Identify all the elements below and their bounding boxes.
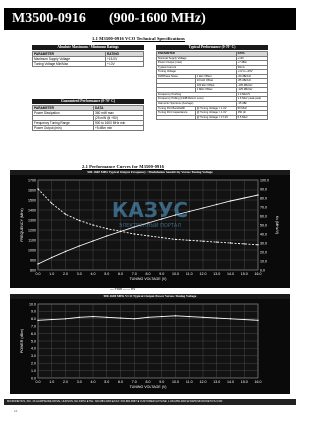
- cell: 1 MHz Offset: [195, 88, 236, 93]
- cell: Power Output (min): [33, 126, 94, 131]
- x-tick-label: 7.0: [131, 272, 137, 276]
- x-axis-label: TUNING VOLTAGE (V): [129, 277, 167, 281]
- data-point: [244, 197, 245, 198]
- table-row: [33, 62, 144, 67]
- data-point: [65, 214, 66, 215]
- data-point: [244, 243, 245, 244]
- y-tick-label: 7.0: [31, 324, 36, 329]
- cell: (25 mW @ +5V): [94, 116, 144, 121]
- x-tick-label: 2.0: [63, 272, 68, 276]
- data-point: [51, 319, 52, 320]
- y-tick-label: 1600: [28, 188, 36, 193]
- data-point: [257, 244, 258, 245]
- x-tick-label: 8.0: [145, 380, 151, 384]
- cell: 10 kHz Offset: [195, 79, 236, 84]
- x-tick-label: 14.0: [227, 380, 234, 384]
- cell: 100 kHz Offset: [195, 83, 236, 88]
- y2-tick-label: 30.0: [260, 241, 267, 246]
- x-tick-label: 10.0: [172, 380, 179, 384]
- gp-title: Guaranteed Performance (0-70° C): [32, 99, 144, 104]
- data-point: [120, 317, 121, 318]
- data-point: [202, 241, 203, 242]
- tp-title: Typical Performance (0-70° C): [156, 45, 268, 50]
- data-point: [79, 317, 80, 318]
- cell: +15.0V: [106, 57, 144, 62]
- data-point: [216, 204, 217, 205]
- footer-text: MICRONETICS, INC. 26 HAMPSHIRE DRIVE, HUDSON, NH 03051 ■ TEL: 603-883-2900 ■ FAX: 603-882-8987 ■ CUSTOMER HOTLINE: 1-603-883-2900 ■ WWW.MICRONETICS.COM: [7, 400, 223, 403]
- data-point: [230, 200, 231, 201]
- cell: Tuning Port Capacitance: [157, 111, 196, 116]
- data-point: [134, 233, 135, 234]
- x-tick-label: 4.0: [90, 272, 96, 276]
- cell: Typical Current: [157, 65, 237, 70]
- chart1-svg: [10, 175, 290, 288]
- y-tick-label: 10.0: [29, 302, 36, 307]
- cell: 360 mW max: [94, 111, 144, 116]
- y-tick-label: 8.0: [31, 317, 36, 322]
- data-point: [189, 240, 190, 241]
- y-tick-label: 0.0: [31, 376, 36, 381]
- data-point: [106, 317, 107, 318]
- tp-table: [156, 51, 268, 120]
- data-point: [202, 317, 203, 318]
- cell: +12V: [236, 56, 267, 61]
- data-point: [216, 317, 217, 318]
- cell: 50 MHz: [236, 106, 267, 111]
- watermark-logo: КАЗУС: [111, 198, 189, 222]
- y2-tick-label: 10.0: [260, 259, 267, 264]
- y-tick-label: 5.0: [31, 339, 36, 344]
- y2-tick-label: 80.0: [260, 196, 267, 201]
- x-tick-label: 15.0: [240, 272, 248, 276]
- cell: -15 dBc: [236, 102, 267, 107]
- y2-tick-label: 100.0: [260, 178, 269, 183]
- y2-tick-label: 40.0: [260, 232, 267, 237]
- y-tick-label: 2.0: [31, 361, 36, 366]
- cell: @ Tuning Voltage = 17.0V: [195, 115, 236, 120]
- y-tick-label: 1200: [28, 228, 36, 233]
- x-tick-label: 6.0: [118, 272, 123, 276]
- data-point: [65, 318, 66, 319]
- x-tick-label: 5.0: [104, 380, 110, 384]
- y-tick-label: 1400: [28, 208, 36, 213]
- data-point: [134, 318, 135, 319]
- power-chart: [10, 294, 290, 394]
- amr-title: Absolute Maximum / Minimum Ratings: [32, 45, 144, 50]
- watermark-subtitle: ЭЛЕКТРОННЫЙ ПОРТАЛ: [118, 223, 182, 229]
- y-tick-label: 6.0: [31, 331, 36, 336]
- col-parameter: PARAMETER: [157, 52, 237, 57]
- x-tick-label: 2.0: [63, 380, 68, 384]
- x-tick-label: 15.0: [240, 380, 248, 384]
- cell: -85 dBc/Hz: [236, 79, 267, 84]
- x-tick-label: 14.0: [227, 272, 234, 276]
- cell: -105 dBc/Hz: [236, 83, 267, 88]
- chart2-svg: [10, 299, 290, 394]
- x-tick-label: 3.0: [76, 380, 82, 384]
- y-tick-label: 1.0: [31, 368, 36, 373]
- x-tick-label: 16.0: [254, 380, 262, 384]
- cell: Frequency Pushing: [157, 92, 237, 97]
- cell: +/-0V: [106, 62, 144, 67]
- data-point: [106, 235, 107, 236]
- cell: Tuning Port Bandwidth: [157, 106, 196, 111]
- gp-table: [32, 105, 144, 131]
- x-axis-label: TUNING VOLTAGE (V): [129, 385, 167, 389]
- y2-tick-label: 0.0: [260, 268, 265, 273]
- data-point: [79, 220, 80, 221]
- x-tick-label: 5.0: [104, 272, 110, 276]
- cell: Harmonic Spurious (Average): [157, 102, 237, 107]
- cell: Frequency Pulling (12dB Return Loss): [157, 97, 237, 102]
- data-point: [120, 231, 121, 232]
- cell: 1.6 MHz peak-peak: [236, 97, 267, 102]
- y-tick-label: 4.0: [31, 346, 36, 351]
- cell: 6.5 MHz: [236, 115, 267, 120]
- x-tick-label: 9.0: [159, 272, 165, 276]
- cell: 30mA: [236, 65, 267, 70]
- frequency-range: (900-1600 MHz): [109, 11, 206, 26]
- y-tick-label: 1100: [28, 238, 36, 243]
- y-tick-label: 1500: [28, 198, 36, 203]
- x-tick-label: 9.0: [159, 380, 165, 384]
- frequency-chart: [10, 170, 290, 288]
- x-tick-label: 13.0: [213, 380, 221, 384]
- data-point: [79, 245, 80, 246]
- curves-section-title: 2.1 Performance Curves for M3500-0916: [82, 164, 164, 169]
- cell: [157, 115, 196, 120]
- x-tick-label: 1.0: [49, 272, 55, 276]
- cell: Power Output (max): [157, 61, 237, 66]
- data-point: [189, 316, 190, 317]
- y-tick-label: 1300: [28, 218, 36, 223]
- chart2-title: 900-1600 MHz VCO Typical Output Power Versus Tuning Voltage: [10, 294, 290, 299]
- y-tick-label: 1000: [28, 248, 36, 253]
- x-tick-label: 0.0: [35, 380, 41, 384]
- model-title: M3500-0916: [12, 11, 86, 26]
- cell: +7 dBm: [236, 61, 267, 66]
- cell: Power Dissipation: [33, 111, 94, 116]
- data-point: [175, 315, 176, 316]
- cell: 1 kHz Offset: [195, 74, 236, 79]
- cell: +1V to +15V: [236, 70, 267, 75]
- col-rating: RATING: [106, 52, 144, 57]
- x-tick-label: 7.0: [131, 380, 137, 384]
- data-point: [189, 211, 190, 212]
- data-point: [92, 240, 93, 241]
- cell: +5 dBm min: [94, 126, 144, 131]
- y2-axis-label: Kv (MHz/V): [275, 215, 279, 235]
- chart1-legend: — Fout ------ Kv: [110, 287, 136, 291]
- cell: Nominal Supply Voltage: [157, 56, 237, 61]
- data-point: [202, 207, 203, 208]
- title-bar: [4, 8, 296, 30]
- y-tick-label: 800: [30, 268, 36, 273]
- x-tick-label: 12.0: [199, 380, 207, 384]
- amr-table: [32, 51, 144, 67]
- y2-tick-label: 50.0: [260, 223, 267, 228]
- data-point: [230, 318, 231, 319]
- data-point: [92, 316, 93, 317]
- chart1-title: 900-1600 MHz Typical Output Frequency / Modulation Sensitivity Versus Tuning Voltage: [10, 170, 290, 175]
- x-tick-label: 11.0: [185, 380, 193, 384]
- data-point: [216, 241, 217, 242]
- page-number: 16: [14, 409, 18, 413]
- y-tick-label: 1700: [28, 178, 36, 183]
- cell: 1.0 MHz/V: [236, 92, 267, 97]
- x-tick-label: 16.0: [254, 272, 262, 276]
- data-point: [51, 203, 52, 204]
- data-point: [257, 320, 258, 321]
- cell: FM/Phase Noise: [157, 74, 196, 79]
- data-point: [37, 263, 38, 264]
- y2-tick-label: 90.0: [260, 187, 267, 192]
- x-tick-label: 6.0: [118, 380, 123, 384]
- data-point: [161, 237, 162, 238]
- data-point: [147, 235, 148, 236]
- data-point: [244, 319, 245, 320]
- data-point: [175, 239, 176, 240]
- data-point: [37, 320, 38, 321]
- x-tick-label: 10.0: [172, 272, 179, 276]
- data-point: [161, 316, 162, 317]
- data-point: [37, 188, 38, 189]
- cell: @ Tuning Voltage = 1.0V: [195, 111, 236, 116]
- cell: Maximum Supply Voltage: [33, 57, 106, 62]
- cell: -60 dBc/Hz: [236, 74, 267, 79]
- y-tick-label: 900: [30, 258, 36, 263]
- cell: Frequency Tuning Range: [33, 121, 94, 126]
- x-tick-label: 3.0: [76, 272, 82, 276]
- y-axis-label: POWER (dBm): [20, 328, 24, 354]
- cell: 900 to 1600 MHz min: [94, 121, 144, 126]
- table-row: [157, 115, 268, 120]
- y-tick-label: 3.0: [31, 354, 36, 359]
- data-point: [257, 194, 258, 195]
- data-point: [51, 257, 52, 258]
- x-tick-label: 13.0: [213, 272, 221, 276]
- cell: 150 pF: [236, 111, 267, 116]
- col-data: DATA: [94, 106, 144, 111]
- cell: Tuning Voltage Min/Max: [33, 62, 106, 67]
- y-axis-label: FREQUENCY (MHz): [20, 208, 24, 242]
- x-tick-label: 12.0: [199, 272, 207, 276]
- y2-tick-label: 70.0: [260, 205, 267, 210]
- x-tick-label: 4.0: [90, 380, 96, 384]
- data-point: [92, 224, 93, 225]
- cell: -125 dBc/Hz: [236, 88, 267, 93]
- table-row: [33, 126, 144, 131]
- y2-tick-label: 60.0: [260, 214, 267, 219]
- x-tick-label: 1.0: [49, 380, 55, 384]
- y-tick-label: 9.0: [31, 309, 36, 314]
- col-parameter: PARAMETER: [33, 106, 94, 111]
- x-tick-label: 0.0: [35, 272, 41, 276]
- y2-tick-label: 20.0: [260, 250, 267, 255]
- data-point: [106, 228, 107, 229]
- col-parameter: PARAMETER: [33, 52, 106, 57]
- cell: @ Tuning Voltage = 1.0V: [195, 106, 236, 111]
- x-tick-label: 11.0: [185, 272, 193, 276]
- data-point: [147, 317, 148, 318]
- footer-bar: [4, 399, 296, 405]
- data-point: [230, 242, 231, 243]
- x-tick-label: 8.0: [145, 272, 151, 276]
- spec-section-title: 1.1 M3500-0916 VCO Technical Specifications: [92, 36, 185, 41]
- col-data: DATA: [236, 52, 267, 57]
- cell: Tuning Voltage: [157, 70, 237, 75]
- data-point: [65, 251, 66, 252]
